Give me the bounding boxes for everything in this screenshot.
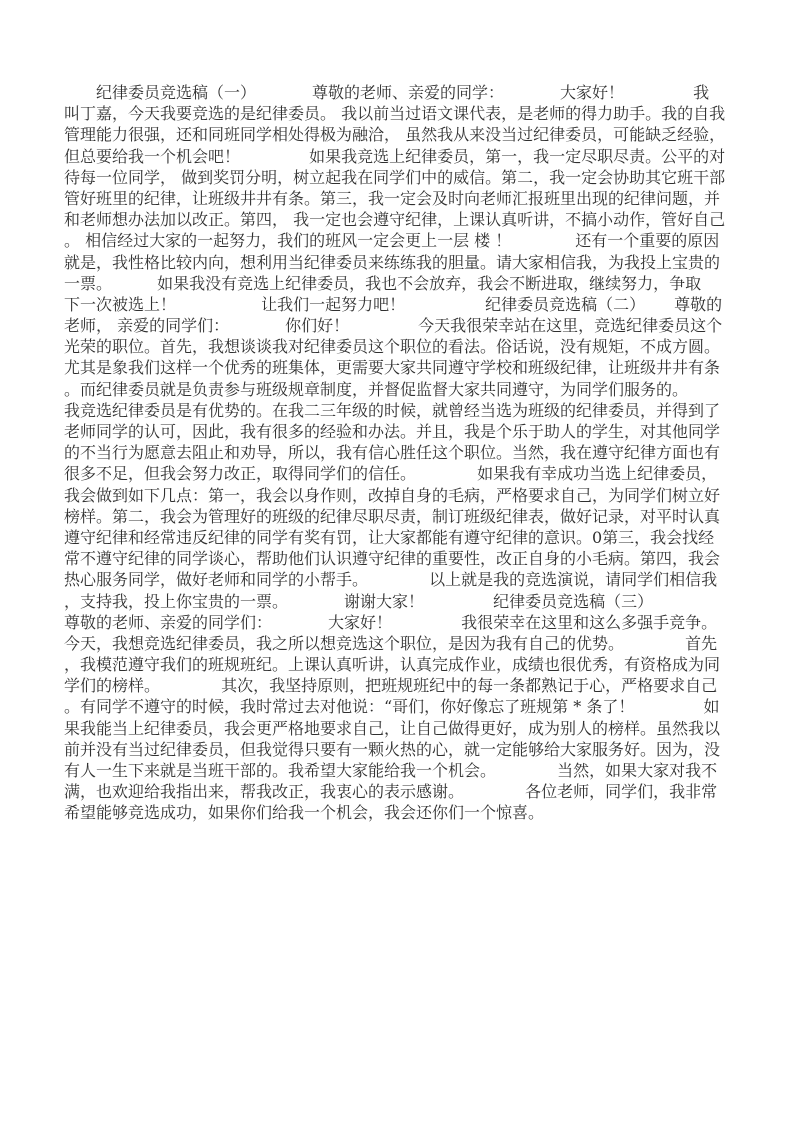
text-line: 和老师想办法加以改正。第四， 我一定也会遵守纪律，上课认真听讲，不搞小动作，管好自己 — [64, 210, 726, 230]
text-line: 一票。 如果我没有竞选上纪律委员，我也不会放弃，我会不断进取，继续努力，争取 — [64, 273, 702, 293]
text-line: ，支持我，投上你宝贵的一票。 谢谢大家！ 纪律委员竞选稿（三） — [64, 591, 654, 611]
text-line: 待每一位同学， 做到奖罚分明，树立起我在同学们中的威信。第二，我一定会协助其它班干部 — [64, 167, 726, 187]
text-line: ，我模范遵守我们的班规班纪。上课认真听讲，认真完成作业，成绩也很优秀，有资格成为同 — [64, 655, 721, 675]
text-line: 果我能当上纪律委员，我会更严格地要求自己，让自己做得更好，成为别人的榜样。虽然我以 — [64, 718, 721, 738]
text-line: 前并没有当过纪律委员，但我觉得只要有一颗火热的心，就一定能够给大家服务好。因为，没 — [64, 739, 721, 759]
text-line: 。 相信经过大家的一起努力，我们的班风一定会更上一层 楼 ！ 还有一个重要的原因 — [64, 231, 720, 251]
text-line: 下一次被选上！ 让我们一起努力吧！ 纪律委员竞选稿（二） 尊敬的 — [64, 294, 723, 314]
text-line: 叫丁嘉，今天我要竞选的是纪律委员。 我以前当过语文课代表，是老师的得力助手。我的自我 — [64, 104, 726, 124]
text-line: 很多不足，但我会努力改正，取得同学们的信任。 如果我有幸成功当选上纪律委员， — [64, 464, 718, 484]
text-line: 我会做到如下几点：第一，我会以身作则，改掉自身的毛病，严格要求自己，为同学们树立好 — [64, 485, 721, 505]
text-line: 我竞选纪律委员是有优势的。在我二三年级的时候，就曾经当选为班级的纪律委员，并得到了 — [64, 400, 721, 420]
text-line: 今天，我想竞选纪律委员，我之所以想竞选这个职位，是因为我有自己的优势。 首先 — [64, 633, 718, 653]
text-line: 常不遵守纪律的同学谈心，帮助他们认识遵守纪律的重要性，改正自身的小毛病。第四，我会 — [64, 549, 721, 569]
text-line: 的不当行为愿意去阻止和劝导，所以，我有信心胜任这个职位。当然，我在遵守纪律方面也有 — [64, 443, 721, 463]
text-line: 光荣的职位。首先，我想谈谈我对纪律委员这个职位的看法。俗话说，没有规矩，不成方圆。 — [64, 337, 721, 357]
text-line: 老师同学的认可，因此，我有很多的经验和办法。并且，我是个乐于助人的学生，对其他同学 — [64, 422, 721, 441]
text-line: 管好班里的纪律，让班级井井有条。第三，我一定会及时向老师汇报班里出现的纪律问题，并 — [64, 188, 721, 208]
text-line: 。有同学不遵守的时候，我时常过去对他说：“哥们，你好像忘了班规第 * 条了！ 如 — [64, 697, 720, 717]
text-line: 就是，我性格比较内向，想利用当纪律委员来练练我的胆量。请大家相信我，为我投上宝贵的 — [64, 252, 721, 272]
text-line: 满，也欢迎给我指出来，帮我改正，我衷心的表示感谢。 各位老师，同学们，我非常 — [64, 782, 718, 802]
text-line: 。而纪律委员就是负责参与班级规章制度，并督促监督大家共同遵守，为同学们服务的。 — [64, 379, 689, 399]
text-line: 热心服务同学，做好老师和同学的小帮手。 以上就是我的竞选演说，请同学们相信我 — [64, 570, 718, 590]
text-line: 老师， 亲爱的同学们： 你们好！ 今天我很荣幸站在这里，竞选纪律委员这个 — [64, 316, 723, 336]
text-line: 希望能够竞选成功，如果你们给我一个机会，我会还你们一个惊喜。 — [64, 803, 545, 823]
text-line: 遵守纪律和经常违反纪律的同学有奖有罚，让大家都能有遵守纪律的意识。0第三，我会找经 — [64, 527, 715, 547]
text-line: 管理能力很强，还和同班同学相处得极为融洽， 虽然我从来没当过纪律委员，可能缺乏经验， — [64, 125, 726, 145]
text-line: 尊敬的老师、亲爱的同学们： 大家好！ 我很荣幸在这里和这么多强手竞争。 — [64, 612, 718, 632]
text-line: 有人一生下来就是当班干部的。我希望大家能给我一个机会。 当然，如果大家对我不 — [64, 761, 718, 780]
text-line: 尤其是象我们这样一个优秀的班集体，更需要大家共同遵守学校和班级纪律，让班级井井有条 — [64, 358, 721, 378]
text-line: 但总要给我一个机会吧！ 如果我竞选上纪律委员，第一，我一定尽职尽责。公平的对 — [64, 146, 726, 166]
text-line: 榜样。第二，我会为管理好的班级的纪律尽职尽责，制订班级纪律表，做好记录，对平时认真 — [64, 506, 721, 526]
text-line: 学们的榜样。 其次，我坚持原则，把班规班纪中的每一条都熟记于心，严格要求自己 — [64, 676, 718, 696]
document-text — [64, 82, 744, 824]
text-line: 纪律委员竞选稿（一） 尊敬的老师、亲爱的同学： 大家好！ 我 — [64, 83, 710, 102]
